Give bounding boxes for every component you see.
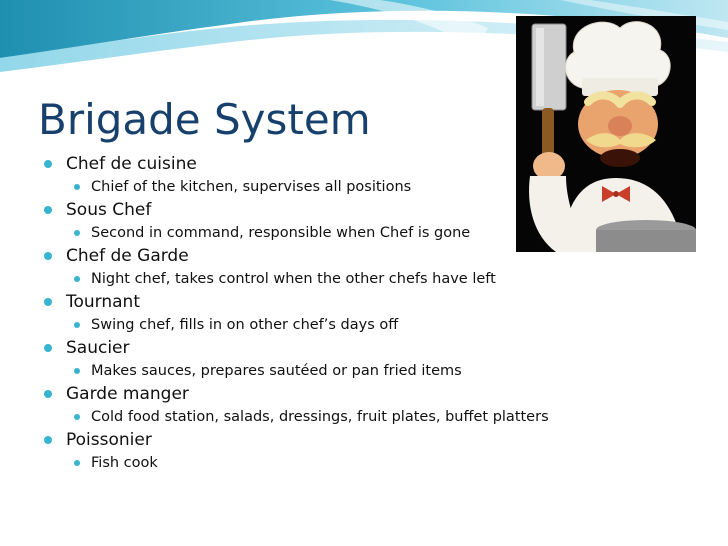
role-description: Night chef, takes control when the other chefs have left [91, 271, 496, 287]
bullet-level-1 [44, 382, 644, 406]
bullet-level-2 [44, 452, 644, 474]
chef-puppet-photo [516, 16, 696, 252]
role-name: Saucier [66, 338, 130, 358]
role-description: Makes sauces, prepares sautéed or pan fried items [91, 363, 462, 379]
role-name: Garde manger [66, 384, 189, 404]
role-description: Chief of the kitchen, supervises all positions [91, 179, 412, 195]
role-name: Chef de Garde [66, 246, 189, 266]
role-description: Cold food station, salads, dressings, fruit plates, buffet platters [91, 409, 549, 425]
bullet-level-2 [44, 268, 644, 290]
role-description: Fish cook [91, 455, 158, 471]
bullet-dot-icon [74, 368, 80, 374]
bullet-level-2 [44, 406, 644, 428]
role-name: Chef de cuisine [66, 154, 197, 174]
bullet-level-1 [44, 428, 644, 452]
role-name: Poissonier [66, 430, 152, 450]
bullet-dot-icon [74, 460, 80, 466]
bullet-dot-icon [74, 322, 80, 328]
role-name: Tournant [66, 292, 140, 312]
bullet-dot-icon [44, 298, 52, 306]
role-name: Sous Chef [66, 200, 152, 220]
bullet-level-1 [44, 290, 644, 314]
bullet-dot-icon [74, 230, 80, 236]
bullet-dot-icon [44, 344, 52, 352]
list-item [44, 428, 644, 474]
bullet-dot-icon [74, 414, 80, 420]
bullet-dot-icon [44, 160, 52, 168]
bullet-level-1 [44, 336, 644, 360]
list-item [44, 290, 644, 336]
role-description: Second in command, responsible when Chef is gone [91, 225, 471, 241]
list-item [44, 336, 644, 382]
bullet-dot-icon [44, 206, 52, 214]
bullet-dot-icon [74, 276, 80, 282]
bullet-dot-icon [74, 184, 80, 190]
list-item [44, 382, 644, 428]
slide-title: Brigade System [38, 95, 371, 144]
bullet-level-2 [44, 314, 644, 336]
bullet-dot-icon [44, 436, 52, 444]
role-description: Swing chef, fills in on other chef’s days off [91, 317, 399, 333]
bullet-dot-icon [44, 252, 52, 260]
bullet-level-2 [44, 360, 644, 382]
bullet-dot-icon [44, 390, 52, 398]
